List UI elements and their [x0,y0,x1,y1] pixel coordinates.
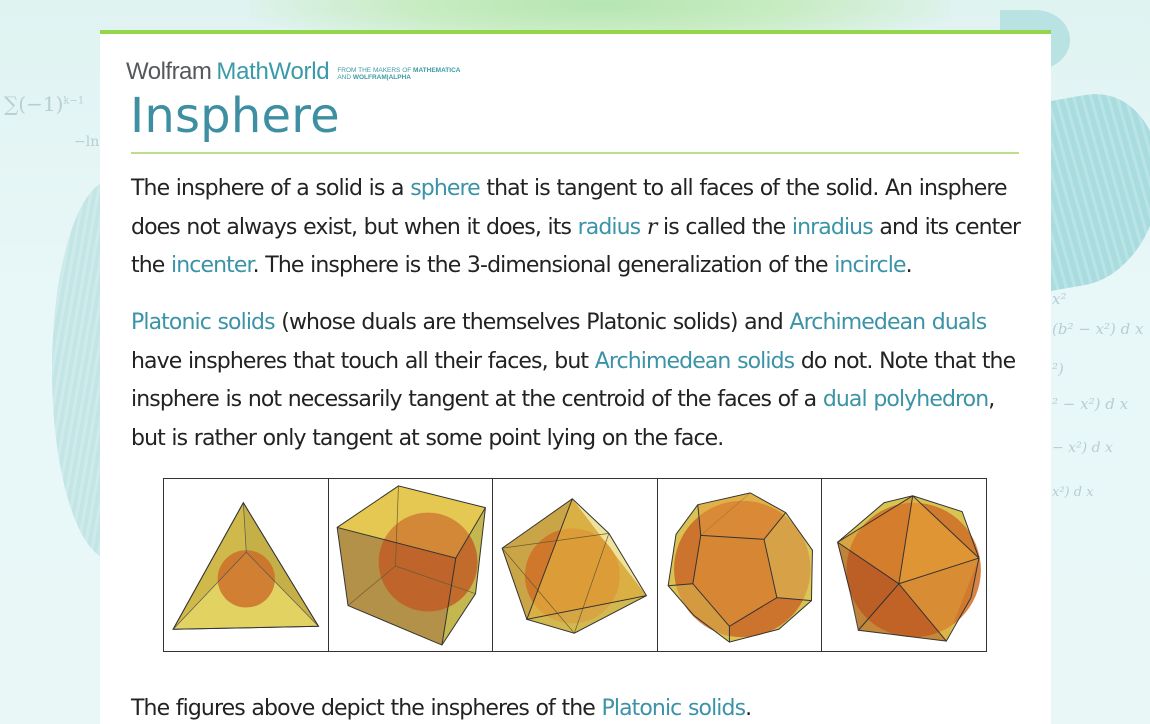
link-incircle[interactable]: incircle [834,253,906,278]
background-formula: (b² − x²) d x [1052,320,1144,338]
page-title: Insphere [130,88,340,144]
title-divider [131,152,1019,154]
background-formula: x² [1052,290,1067,308]
insphere-figure [163,478,987,652]
mathworld-logo-link[interactable] [126,58,460,86]
paragraph-platonic: Platonic solids (whose duals are themselves Platonic solids) and Archimedean duals have inspheres that touch all their faces, but Archimedean solids do not. Note that the insphere is not necessarily tangent at the centroid of the faces of a dual polyhedron, but is rather only tangent at some point lying on the face. [131,310,1016,451]
panel-octahedron [493,479,658,651]
link-inradius[interactable]: inradius [791,214,873,240]
link-platonic-solids[interactable]: Platonic solids [131,310,275,335]
link-platonic-solids-caption[interactable]: Platonic solids [601,696,746,721]
link-radius[interactable]: radius [577,214,641,240]
octahedron-insphere-image [493,479,657,651]
logo-tagline: FROM THE MAKERS OF MATHEMATICA AND WOLFRAM|ALPHA [337,67,461,81]
panel-tetrahedron [164,479,329,651]
link-sphere[interactable]: sphere [410,176,480,201]
background-formula-ln: −ln [74,134,100,150]
link-archimedean-solids[interactable]: Archimedean solids [594,348,795,374]
icosahedron-insphere-image [822,479,987,651]
paragraph-figure-caption: The figures above depict the inspheres of the Platonic solids. [131,696,752,721]
background-formula: x²) d x [1052,485,1094,500]
logo-wolfram-text: Wolfram [126,58,212,85]
background-formula: ²) [1052,360,1064,378]
panel-dodecahedron [658,479,823,651]
link-dual-polyhedron[interactable]: dual polyhedron [822,387,989,412]
tetrahedron-insphere-image [164,479,328,651]
paragraph-definition: The insphere of a solid is a sphere that is tangent to all faces of the solid. An insphere does not always exist, but when it does, its radius r is called the inradius and its center the incenter. The insphere is the 3-dimensional generalization of the incircle. [131,176,1021,278]
content-card [100,30,1051,724]
variable-r: r [646,214,657,240]
link-incenter[interactable]: incenter [171,253,253,278]
dodecahedron-insphere-image [658,479,822,651]
cube-insphere-image [329,479,493,651]
background-formula: − x²) d x [1052,440,1113,456]
panel-icosahedron [822,479,987,651]
link-archimedean-duals[interactable]: Archimedean duals [789,310,987,335]
panel-cube [329,479,494,651]
logo-mathworld-text: MathWorld [216,58,330,85]
background-formula: ² − x²) d x [1052,395,1129,413]
background-formula-sum: $\sum(-1)^{k-1}$ [4,92,85,116]
